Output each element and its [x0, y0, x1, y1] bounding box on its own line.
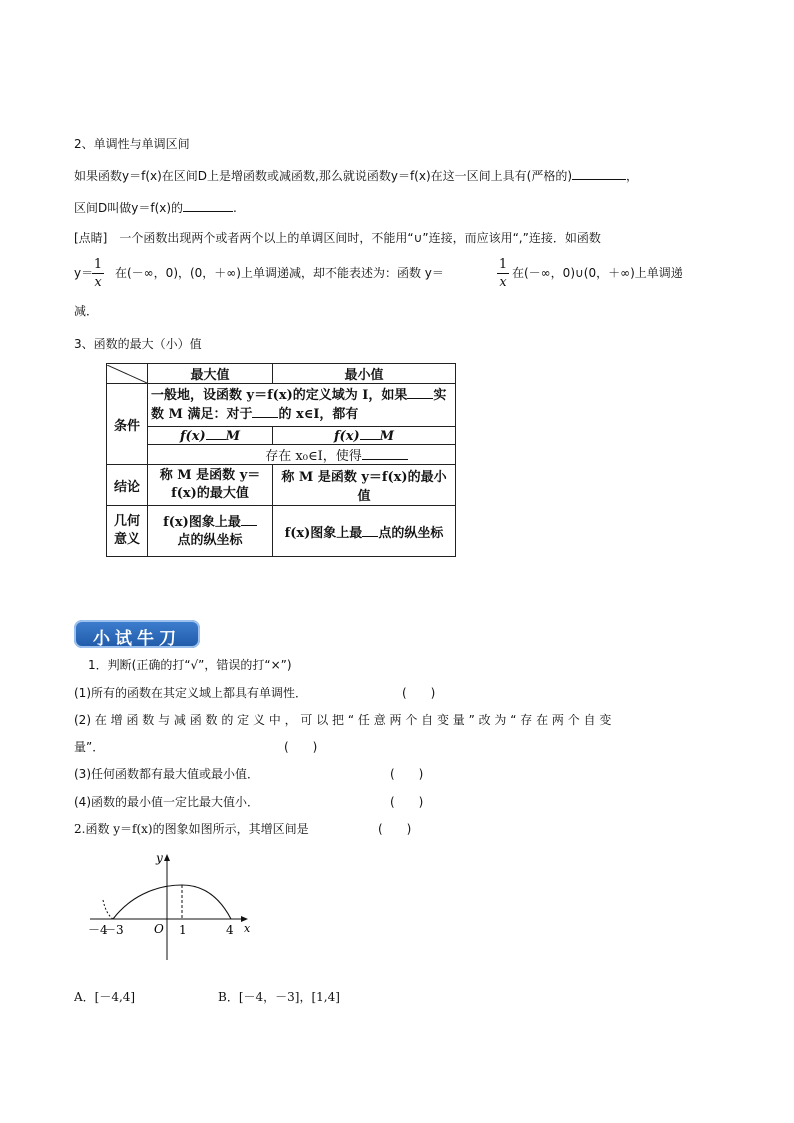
row-label-conclusion: 结论 — [107, 465, 148, 506]
y-axis-arrow — [164, 854, 170, 861]
meaning-min-2: 点的纵坐标 — [378, 525, 444, 541]
x-axis-label: x — [244, 922, 251, 935]
cond-min — [273, 427, 456, 445]
answer-paren: ( ) — [390, 795, 424, 809]
meaning-min — [273, 506, 456, 557]
tick-label: －4 — [88, 923, 108, 937]
cond-min-fx: f(x) — [333, 429, 360, 444]
answer-blank — [572, 167, 626, 180]
fraction-numerator: 1 — [498, 257, 508, 272]
fraction-1-over-x-2 — [497, 257, 509, 290]
answer-blank — [362, 447, 408, 460]
answer-paren: ( ) — [402, 686, 436, 700]
note-line1: [点睛] 一个函数出现两个或者两个以上的单调区间时，不能用“∪”连接，而应该用“,”连接．如函数 — [74, 231, 601, 245]
question-1-2a: (2) 在 增 函 数 与 减 函 数 的 定 义 中 ， 可 以 把 “ 任 意 两 个 自 变 量 ” 改 为 “ 存 在 两 个 自 变 — [74, 713, 612, 727]
section2-line1-end: ， — [626, 169, 639, 183]
cond-text-1: 一般地，设函数 y＝f(x)的定义域为 I，如果 — [151, 388, 408, 403]
answer-paren: ( ) — [378, 822, 412, 836]
exists-text: 存在 x₀∈I，使得 — [265, 449, 362, 464]
meaning-min-1: f(x)图象上最 — [284, 525, 363, 541]
header-max: 最大值 — [148, 364, 273, 384]
exists-cell — [148, 445, 456, 465]
section2-heading: 2、单调性与单调区间 — [74, 137, 190, 151]
section-badge — [74, 620, 200, 648]
answer-blank — [183, 199, 233, 212]
conclusion-min: 称 M 是函数 y＝f(x)的最小值 — [273, 465, 456, 506]
curve-dashed-segment — [103, 900, 113, 919]
question-1-4: (4)函数的最小值一定比最大值小． — [74, 795, 259, 809]
condition-common — [148, 384, 456, 427]
diagonal-line — [107, 365, 147, 383]
answer-paren: ( ) — [284, 740, 318, 754]
cond-min-m: M — [379, 429, 395, 444]
meaning-max-1: f(x)图象上最 — [163, 514, 241, 530]
note-line2-end: 在(－∞，0)∪(0，＋∞)上单调递 — [512, 266, 683, 280]
section2-line1-text: 如果函数y＝f(x)在区间D上是增函数或减函数,那么就说函数y＝f(x)在这一区间上具有(严格的) — [74, 169, 573, 183]
cond-text-2: 实 — [433, 388, 447, 403]
question-1-2b: 量”． — [74, 740, 105, 754]
cond-max-m: M — [225, 429, 241, 444]
row-label-meaning — [107, 506, 148, 557]
note-y-prefix: y＝ — [74, 266, 94, 280]
tick-label: 1 — [179, 923, 187, 937]
answer-blank — [241, 513, 257, 526]
conclusion-max: 称 M 是函数 y＝f(x)的最大值 — [148, 465, 273, 506]
note-line3: 减． — [74, 304, 99, 318]
option-a: A．[－4,4] — [74, 990, 136, 1004]
question-2: 2.函数 y＝f(x)的图象如图所示，其增区间是 — [74, 822, 309, 836]
max-min-table — [106, 363, 456, 557]
answer-blank — [362, 524, 378, 537]
fraction-numerator: 1 — [93, 257, 103, 272]
row-label-condition: 条件 — [107, 384, 148, 465]
fraction-denominator: x — [94, 275, 102, 290]
fraction-denominator: x — [499, 275, 507, 290]
section2-line2-end: . — [233, 201, 237, 215]
tick-label: －3 — [104, 923, 124, 937]
header-min: 最小值 — [273, 364, 456, 384]
meaning-max-2: 点的纵坐标 — [177, 532, 243, 548]
question-1-3: (3)任何函数都有最大值或最小值． — [74, 767, 259, 781]
cond-max-fx: f(x) — [179, 429, 206, 444]
cond-text-3: 数 M 满足：对于 — [151, 407, 253, 422]
fraction-1-over-x — [92, 257, 104, 290]
option-b: B．[－4，－3]，[1,4] — [218, 990, 340, 1004]
note-line2-mid: 在(－∞，0)，(0，＋∞)上单调递减，却不能表述为：函数 y＝ — [115, 266, 444, 280]
meaning-label-1: 几何 — [113, 514, 140, 529]
y-axis-label: y — [156, 851, 163, 865]
answer-paren: ( ) — [390, 767, 424, 781]
function-curve — [113, 885, 231, 919]
question-1: 1．判断(正确的打“√”，错误的打“×”) — [88, 658, 292, 672]
badge-label: 小试牛刀 — [93, 629, 181, 649]
section2-line2 — [74, 199, 237, 216]
section3-heading: 3、函数的最大（小）值 — [74, 337, 202, 351]
answer-blank — [360, 427, 380, 440]
answer-blank — [206, 427, 226, 440]
question-1-1: (1)所有的函数在其定义域上都具有单调性． — [74, 686, 307, 700]
section2-line2-text: 区间D叫做y＝f(x)的 — [74, 201, 184, 215]
answer-blank — [252, 405, 278, 418]
cond-max — [148, 427, 273, 445]
function-graph — [84, 848, 256, 964]
cond-text-4: 的 x∈I，都有 — [278, 407, 359, 422]
meaning-label-2: 意义 — [113, 532, 140, 547]
section2-line1 — [74, 167, 638, 184]
table-corner-cell — [107, 364, 148, 384]
origin-label: O — [154, 922, 164, 936]
meaning-max — [148, 506, 273, 557]
tick-label: 4 — [226, 923, 234, 937]
answer-blank — [407, 386, 433, 399]
